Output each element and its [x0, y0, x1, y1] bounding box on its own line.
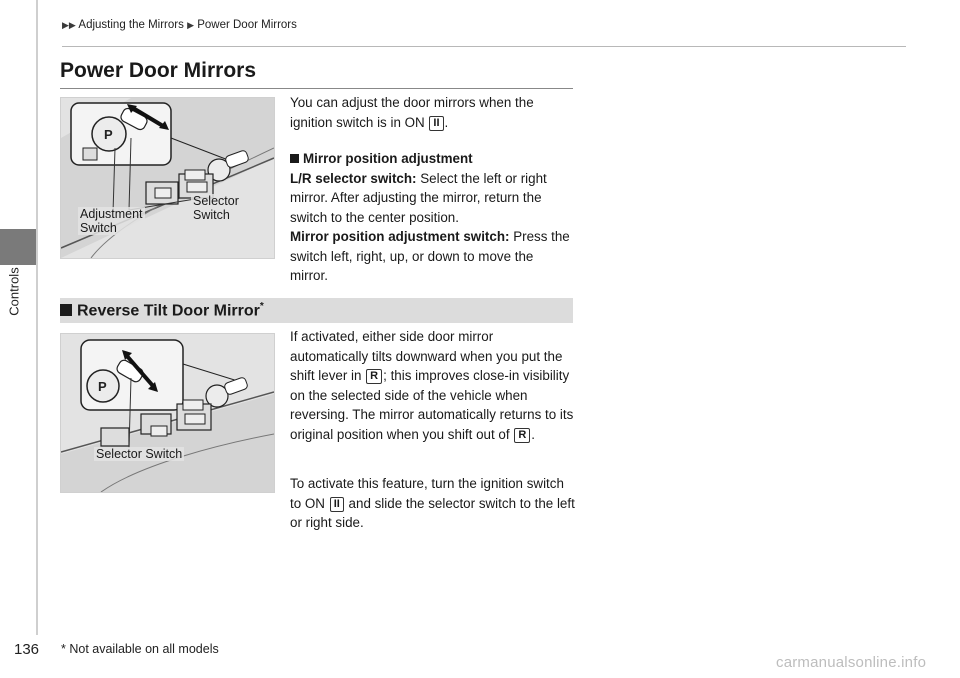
reverse-key-icon: R — [514, 428, 530, 443]
breadcrumb-current: Power Door Mirrors — [197, 19, 297, 31]
adjustment-switch-callout: Adjustment Switch — [80, 207, 143, 235]
reverse-tilt-heading-bar — [60, 298, 573, 323]
svg-text:P: P — [104, 127, 113, 142]
footnote: * Not available on all models — [61, 642, 219, 656]
breadcrumb-separator-icon: ▶ — [187, 20, 194, 30]
mirror-position-heading: Mirror position adjustment — [290, 149, 575, 169]
side-divider — [36, 0, 38, 635]
breadcrumb-marker-icon: ▶▶ — [62, 20, 76, 30]
page-number: 136 — [14, 641, 40, 658]
mirror-switch-figure — [60, 97, 275, 259]
adjustment-switch-description: Mirror position adjustment switch: Press the switch left, right, up, or down to move the mirror. — [290, 229, 570, 283]
selector-switch-illustration — [61, 334, 274, 492]
title-rule — [60, 88, 573, 89]
mirror-position-section — [290, 149, 575, 286]
ignition-on-key-icon: II — [429, 116, 443, 131]
svg-text:P: P — [98, 379, 107, 394]
breadcrumb — [62, 19, 297, 31]
intro-text: You can adjust the door mirrors when the ignition switch is in ON II . — [290, 95, 534, 130]
bullet-square-icon — [290, 154, 299, 163]
page-title: Power Door Mirrors — [60, 59, 257, 82]
ignition-on-key-icon: II — [330, 497, 344, 512]
selector-switch-callout: Selector Switch — [193, 194, 239, 222]
selector-switch-callout: Selector Switch — [96, 447, 183, 461]
lr-selector-description: L/R selector switch: Select the left or right mirror. After adjusting the mirror, return the switch to the center position. — [290, 170, 547, 225]
selector-switch-figure — [60, 333, 275, 493]
watermark: carmanualsonline.info — [776, 654, 927, 671]
header-rule — [62, 46, 906, 47]
breadcrumb-parent[interactable]: Adjusting the Mirrors — [78, 19, 184, 31]
heading-square-icon — [60, 304, 72, 316]
reverse-tilt-paragraph-2: To activate this feature, turn the ignition switch to ON II and slide the selector switch to the left or right side. — [290, 476, 575, 530]
reverse-tilt-heading: Reverse Tilt Door Mirror* — [60, 301, 264, 320]
section-tab-label: Controls — [6, 267, 22, 316]
reverse-key-icon: R — [366, 369, 382, 384]
section-tab-marker — [0, 229, 37, 265]
reverse-tilt-paragraph-1: If activated, either side door mirror automatically tilts downward when you put the shift lever in R ; this improves close-in visibility on the selected side of the vehicle when reversing. The mirror automatically returns to its original position when you shift out of R . — [290, 329, 574, 442]
